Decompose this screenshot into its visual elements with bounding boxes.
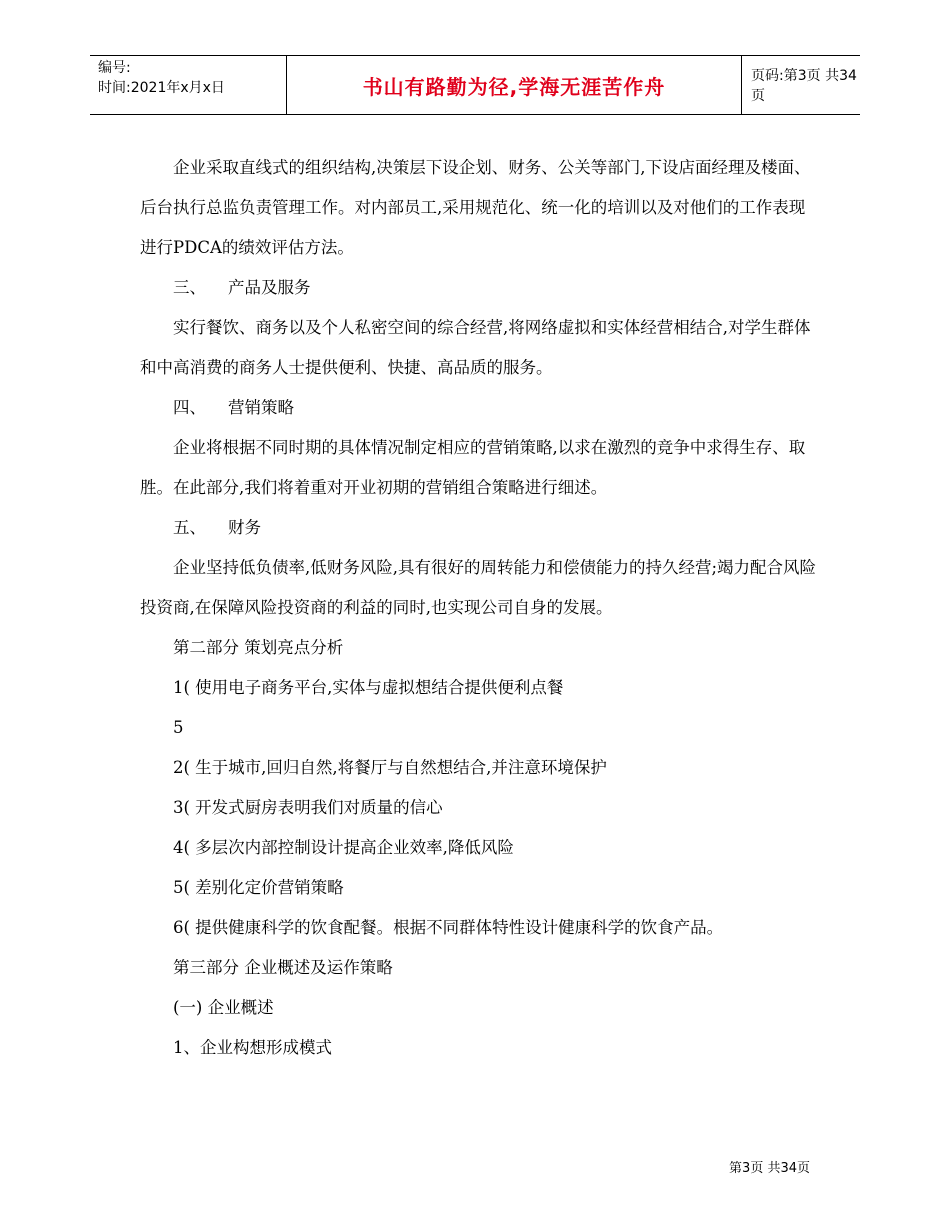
- section-title: 产品及服务: [228, 278, 311, 297]
- header-page-info: 页码:第3页 共34页: [751, 68, 857, 104]
- list-item: 1( 使用电子商务平台,实体与虚拟想结合提供便利点餐: [173, 678, 564, 697]
- page-header: [90, 55, 860, 115]
- section-title: 营销策略: [228, 398, 294, 417]
- section-heading-finance: [140, 508, 820, 548]
- subsection-heading: 1、企业构想形成模式: [173, 1038, 332, 1057]
- paragraph-organization: 企业采取直线式的组织结构,决策层下设企划、财务、公关等部门,下设店面经理及楼面、后台执行总监负责管理工作。对内部员工,采用规范化、统一化的培训以及对他们的工作表现进行PDCA的绩效评估方法。: [140, 158, 811, 257]
- section-heading-marketing: [140, 388, 820, 428]
- list-item: 3( 开发式厨房表明我们对质量的信心: [173, 798, 443, 817]
- section-number: 五、: [173, 518, 206, 537]
- part-three-heading: 第三部分 企业概述及运作策略: [173, 958, 393, 977]
- list-item: 2( 生于城市,回归自然,将餐厅与自然想结合,并注意环境保护: [173, 758, 607, 777]
- paragraph-products: 实行餐饮、商务以及个人私密空间的综合经营,将网络虚拟和实体经营相结合,对学生群体和中高消费的商务人士提供便利、快捷、高品质的服务。: [140, 318, 811, 377]
- section-heading-products: [140, 268, 820, 308]
- page-footer: 第3页 共34页: [729, 1161, 810, 1176]
- header-meta: [90, 56, 286, 114]
- document-body: [140, 148, 820, 1068]
- section-title: 财务: [228, 518, 261, 537]
- list-item: 5( 差别化定价营销策略: [173, 878, 344, 897]
- list-item: 4( 多层次内部控制设计提高企业效率,降低风险: [173, 838, 514, 857]
- header-motto: 书山有路勤为径,学海无涯苦作舟: [286, 56, 742, 114]
- part-two-heading: 第二部分 策划亮点分析: [173, 638, 344, 657]
- list-item: 6( 提供健康科学的饮食配餐。根据不同群体特性设计健康科学的饮食产品。: [173, 918, 724, 937]
- code-label: 编号:: [98, 60, 131, 76]
- time-label: 时间:2021年x月x日: [98, 80, 225, 96]
- list-item: 5: [173, 718, 184, 737]
- section-number: 三、: [173, 278, 206, 297]
- paragraph-finance: 企业坚持低负债率,低财务风险,具有很好的周转能力和偿债能力的持久经营;竭力配合风险投资商,在保障风险投资商的利益的同时,也实现公司自身的发展。: [140, 558, 817, 617]
- subsection-heading: (一) 企业概述: [173, 998, 274, 1017]
- paragraph-marketing: 企业将根据不同时期的具体情况制定相应的营销策略,以求在激烈的竞争中求得生存、取胜。在此部分,我们将着重对开业初期的营销组合策略进行细述。: [140, 438, 806, 497]
- section-number: 四、: [173, 398, 206, 417]
